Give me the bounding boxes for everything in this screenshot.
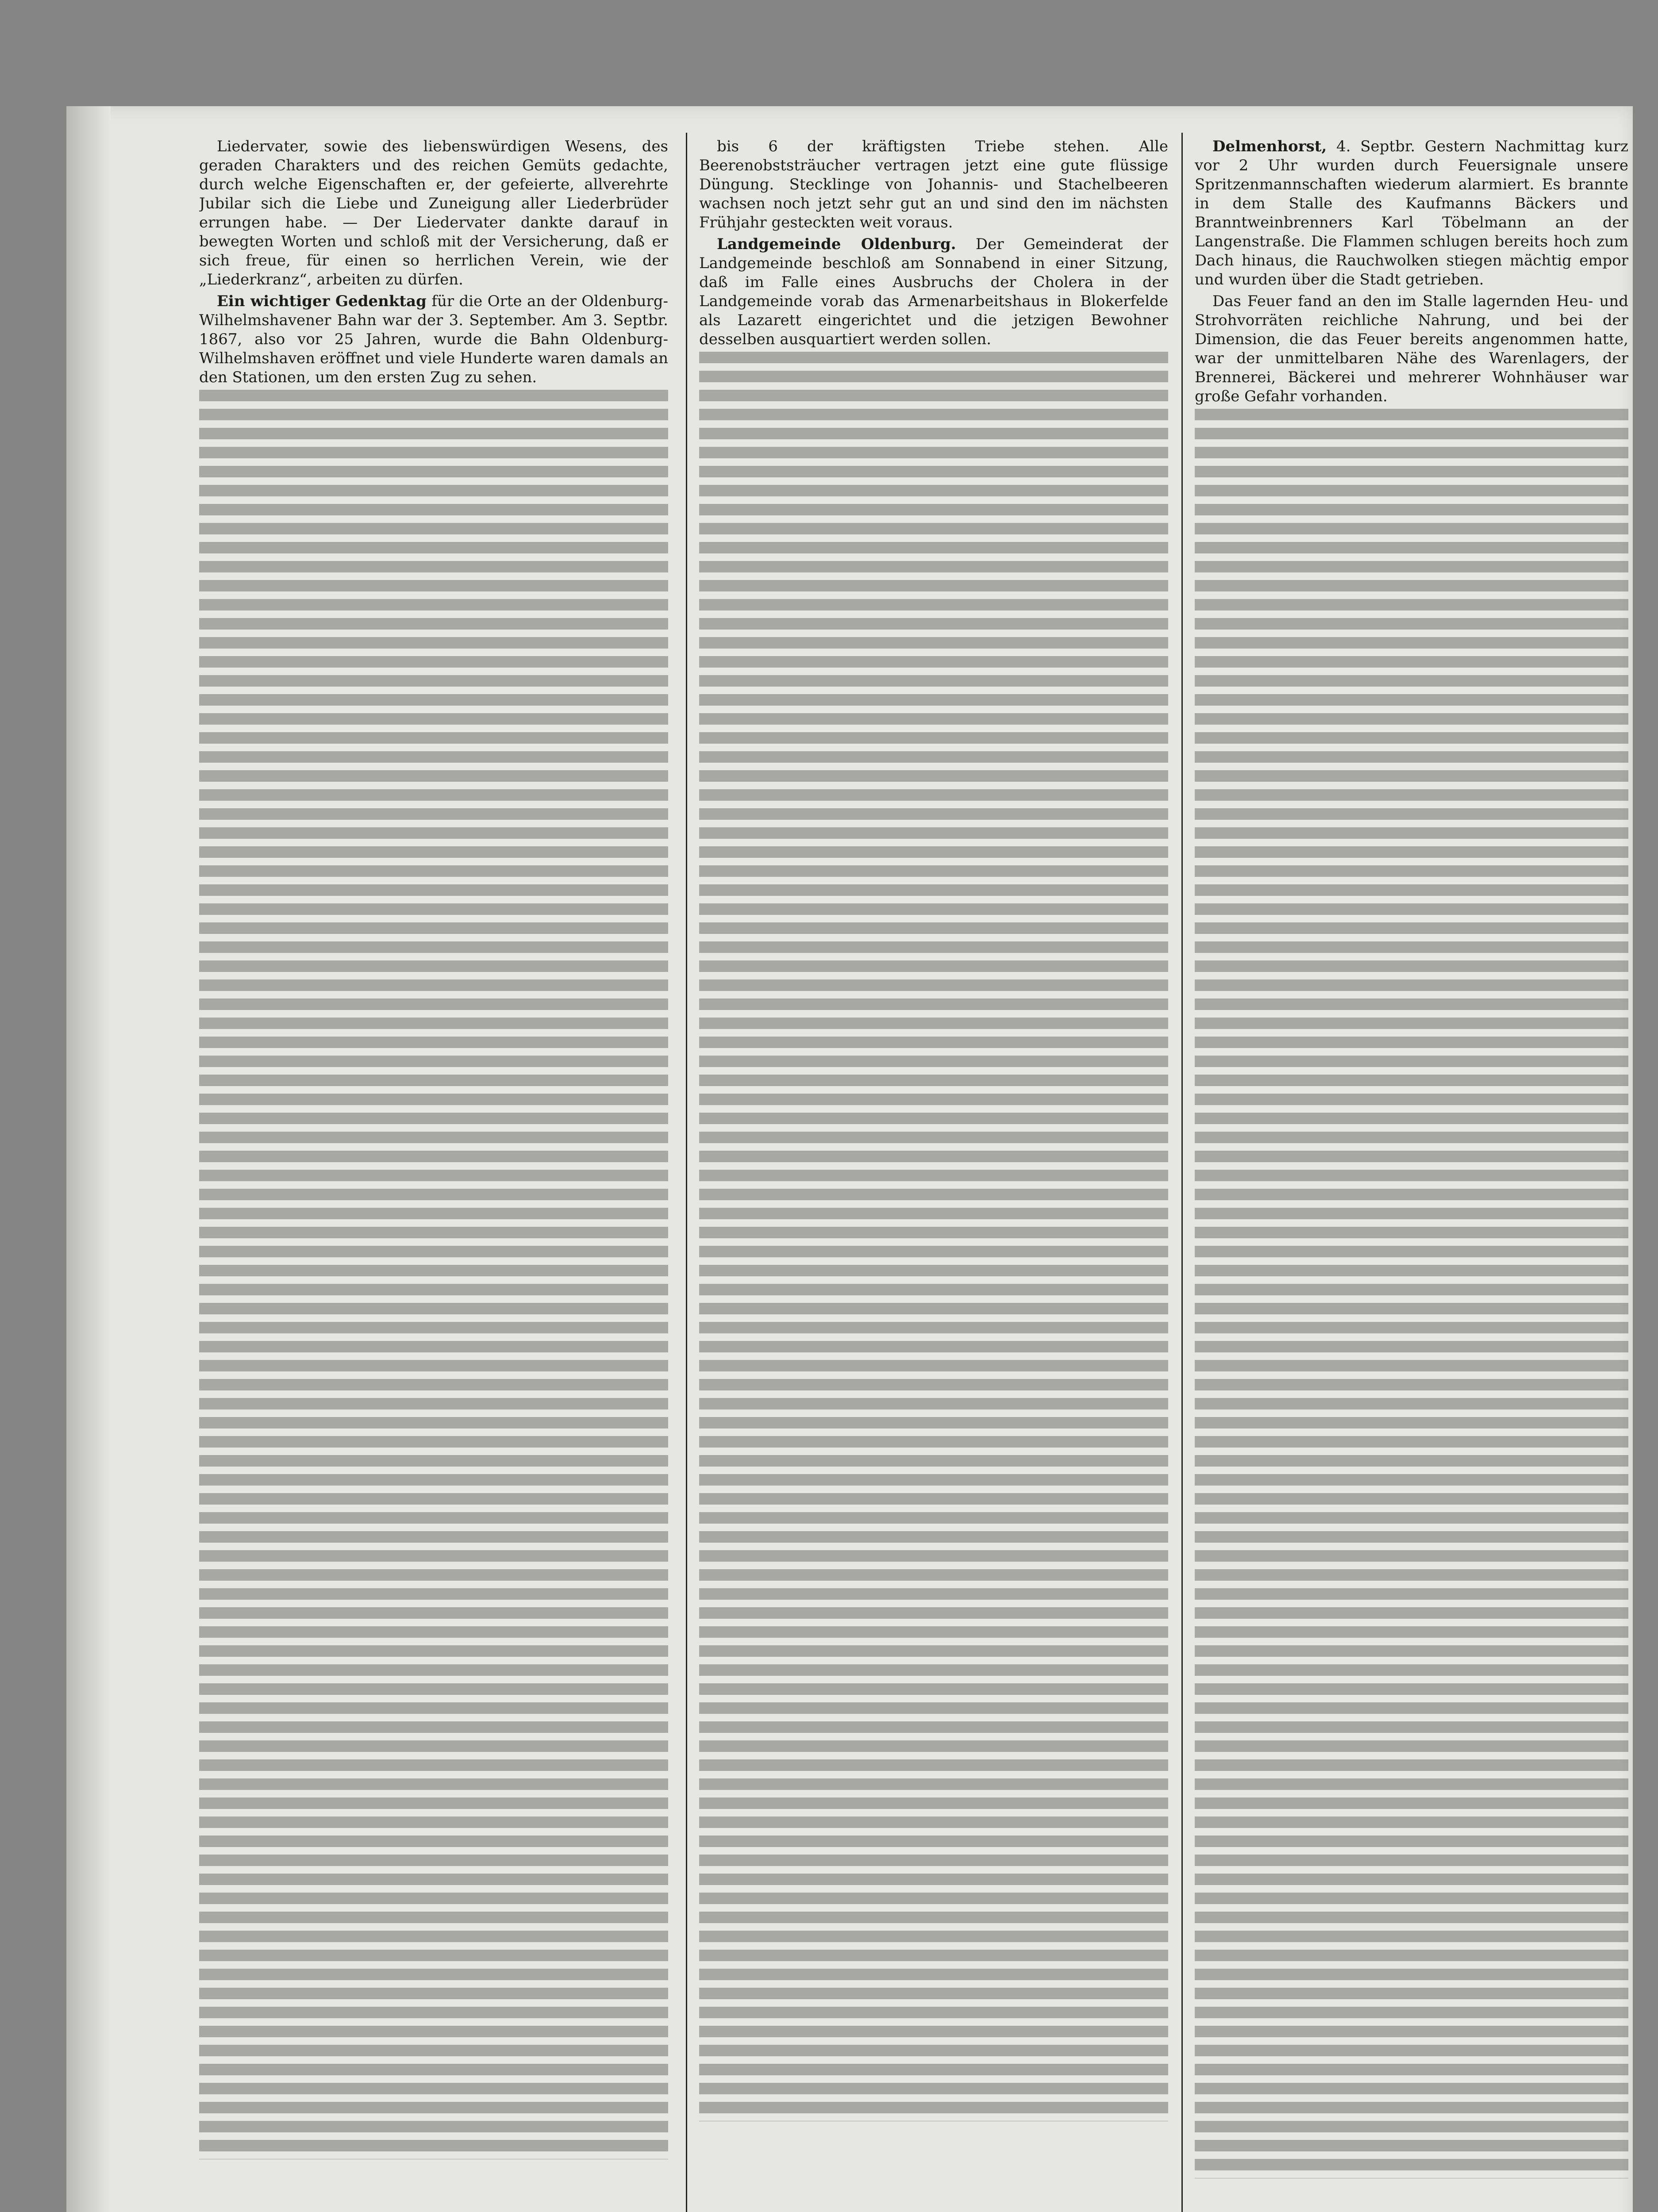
column-rule-1 <box>686 133 687 2212</box>
column-2 <box>699 137 1168 2212</box>
column-rule-2 <box>1181 133 1183 2212</box>
article-delmenhorst <box>1195 137 1628 289</box>
article-gedenktag <box>199 292 668 387</box>
gedenktag-heading: Ein wichtiger Gedenktag <box>217 292 427 310</box>
newspaper-page <box>66 106 1633 2212</box>
unreadable-text-col1 <box>199 390 668 2159</box>
column-1 <box>199 137 668 2212</box>
gedenktag-text: für die Orte an der Oldenburg-Wilhelmshavener Bahn war der 3. September. Am 3. Septbr. 1867, also vor 25 Jahren, wurde die Bahn Oldenburg-Wilhelmshaven eröffnet und viele Hunderte waren damals an den Stationen, um den ersten Zug zu sehen. <box>199 292 668 386</box>
article-liederkranz: Liedervater, sowie des liebenswürdigen Wesens, des geraden Charakters und des reichen Gemüts gedachte, durch welche Eigenschaften er, der gefeierte, allverehrte Jubilar sich die Liebe und Zuneigung aller Liederbrüder errungen habe. — Der Liedervater dankte darauf in bewegten Worten und schloß mit der Versicherung, daß er sich freue, für einen so herrlichen Verein, wie der „Liederkranz“, arbeiten zu dürfen. <box>199 138 668 288</box>
article-delmenhorst-cont: Das Feuer fand an den im Stalle lagernden Heu- und Strohvorräten reichliche Nahrung, und bei der Dimension, die das Feuer bereits angenommen hatte, war der unmittelbaren Nähe des Warenlagers, der Brennerei, Bäckerei und mehrerer Wohnhäuser war große Gefahr vorhanden. <box>1195 292 1628 405</box>
article-obst-gartenbau: bis 6 der kräftigsten Triebe stehen. Alle Beerenobststräucher vertragen jetzt eine gute flüssige Düngung. Stecklinge von Johannis- und Stachelbeeren wachsen noch jetzt sehr gut an und sind den im nächsten Frühjahr gesteckten weit voraus. <box>699 138 1168 231</box>
landgemeinde-text: Der Gemeinderat der Landgemeinde beschloß am Sonnabend in einer Sitzung, daß im Falle eines Ausbruchs der Cholera in der Landgemeinde vorab das Armenarbeitshaus in Blokerfelde als Lazarett eingerichtet und die jetzigen Bewohner desselben ausquartiert werden sollen. <box>699 235 1168 348</box>
delmenhorst-text: 4. Septbr. Gestern Nachmittag kurz vor 2 Uhr wurden durch Feuersignale unsere Spritzenmannschaften wiederum alarmiert. Es brannte in dem Stalle des Kaufmanns Bäckers und Branntweinbrenners Karl Töbelmann an der Langenstraße. Die Flammen schlugen bereits hoch zum Dach hinaus, die Rauchwolken stiegen mächtig empor und wurden über die Stadt getrieben. <box>1195 138 1628 288</box>
article-landgemeinde <box>699 235 1168 349</box>
delmenhorst-heading: Delmenhorst, <box>1212 138 1327 155</box>
unreadable-text-col2 <box>699 352 1168 2121</box>
landgemeinde-heading: Landgemeinde Oldenburg. <box>717 235 956 253</box>
column-3 <box>1195 137 1628 2212</box>
page-spine <box>66 106 111 2212</box>
unreadable-text-col3 <box>1195 409 1628 2178</box>
